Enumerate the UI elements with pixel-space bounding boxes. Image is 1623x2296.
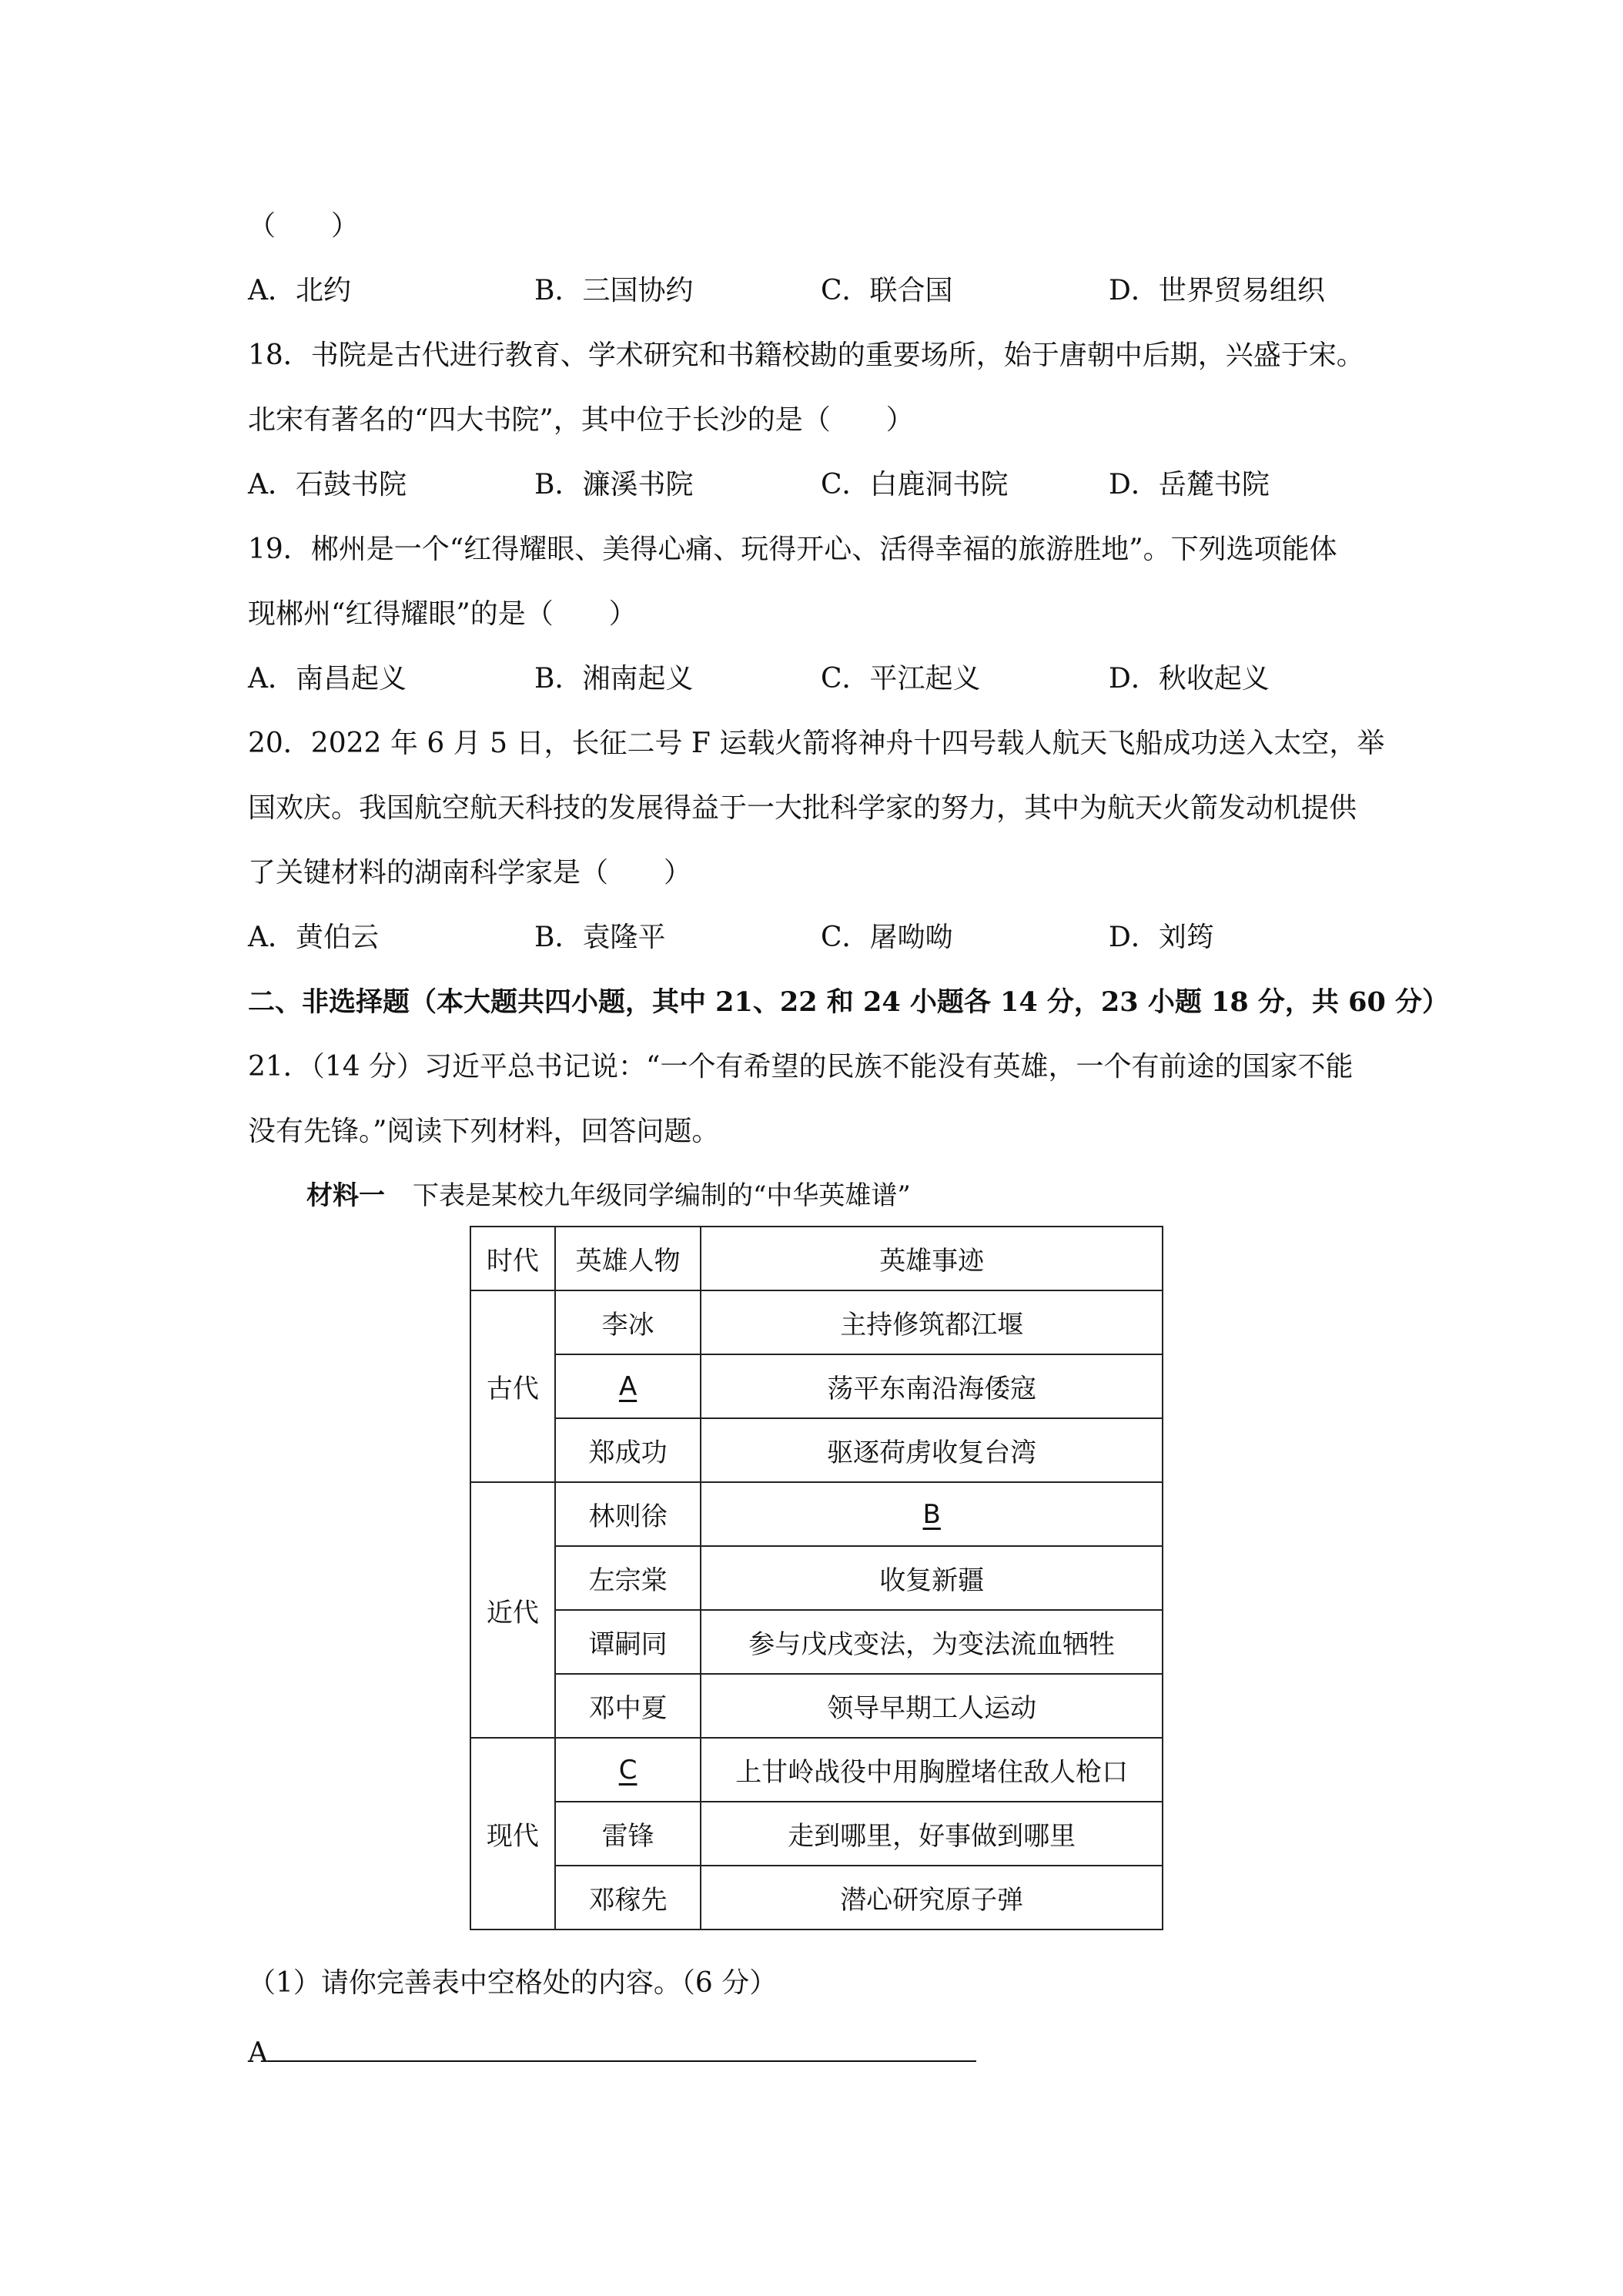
deed-cell: 驱逐荷虏收复台湾	[701, 1418, 1163, 1482]
section-2-heading: 二、非选择题（本大题共四小题，其中 21、22 和 24 小题各 14 分，23 小题 18 分，共 60 分）	[248, 986, 1449, 1018]
q19-option-c: C．平江起义	[821, 663, 981, 694]
q17-option-d: D．世界贸易组织	[1109, 275, 1325, 306]
hero-cell: 谭嗣同	[555, 1610, 701, 1674]
q19-option-a: A．南昌起义	[248, 663, 407, 694]
question-18-line-2: 北宋有著名的“四大书院”，其中位于长沙的是（ ）	[248, 404, 914, 436]
q19-option-b: B．湘南起义	[534, 663, 694, 694]
header-era: 时代	[470, 1227, 555, 1290]
question-20-line-1: 20．2022 年 6 月 5 日，长征二号 F 运载火箭将神舟十四号载人航天飞船成功送入太空，举	[248, 728, 1385, 759]
hero-cell: 左宗棠	[555, 1546, 701, 1610]
q17-option-c: C．联合国	[821, 275, 953, 306]
deed-cell: 荡平东南沿海倭寇	[701, 1354, 1163, 1418]
era-modern: 近代	[470, 1482, 555, 1738]
answer-blank-a[interactable]	[268, 2031, 976, 2062]
question-17-paren: （ ）	[248, 210, 360, 242]
question-18-line-1: 18．书院是古代进行教育、学术研究和书籍校勘的重要场所，始于唐朝中后期，兴盛于宋。	[248, 340, 1364, 371]
q17-option-b: B．三国协约	[534, 275, 694, 306]
table-row	[470, 1866, 1163, 1930]
q20-option-c: C．屠呦呦	[821, 922, 953, 953]
era-contemporary: 现代	[470, 1738, 555, 1930]
q20-option-d: D．刘筠	[1109, 922, 1214, 953]
question-21-line-1: 21．（14 分）习近平总书记说：“一个有希望的民族不能没有英雄，一个有前途的国家不能	[248, 1051, 1354, 1083]
hero-cell: 雷锋	[555, 1802, 701, 1866]
deed-cell: 参与戊戌变法，为变法流血牺牲	[701, 1610, 1163, 1674]
q19-option-d: D．秋收起义	[1109, 663, 1270, 694]
hero-cell: 林则徐	[555, 1482, 701, 1546]
answer-line-a[interactable]	[248, 2031, 976, 2072]
question-19-line-2: 现郴州“红得耀眼”的是（ ）	[248, 598, 637, 630]
header-hero: 英雄人物	[555, 1227, 701, 1290]
hero-table	[470, 1226, 1163, 1930]
q18-option-c: C．白鹿洞书院	[821, 469, 1009, 500]
hero-cell: 邓中夏	[555, 1674, 701, 1738]
question-21-sub-1: （1）请你完善表中空格处的内容。（6 分）	[248, 1967, 778, 1999]
deed-cell: 主持修筑都江堰	[701, 1290, 1163, 1354]
blank-marker-a: A	[618, 1371, 637, 1402]
hero-cell-blank-a	[555, 1354, 701, 1418]
q17-option-a: A．北约	[248, 275, 351, 306]
header-deed: 英雄事迹	[701, 1227, 1163, 1290]
question-20-line-2: 国欢庆。我国航空航天科技的发展得益于一大批科学家的努力，其中为航天火箭发动机提供	[248, 792, 1357, 824]
material-one-caption	[306, 1178, 911, 1213]
table-row	[470, 1610, 1163, 1674]
era-ancient: 古代	[470, 1290, 555, 1482]
q20-option-b: B．袁隆平	[534, 922, 666, 953]
hero-cell: 郑成功	[555, 1418, 701, 1482]
deed-cell-blank-b	[701, 1482, 1163, 1546]
question-19-line-1: 19．郴州是一个“红得耀眼、美得心痛、玩得开心、活得幸福的旅游胜地”。下列选项能体	[248, 534, 1337, 565]
answer-label-a: A	[248, 2037, 268, 2069]
deed-cell: 上甘岭战役中用胸膛堵住敌人枪口	[701, 1738, 1163, 1802]
table-row	[470, 1802, 1163, 1866]
table-header-row	[470, 1227, 1163, 1290]
table-row	[470, 1354, 1163, 1418]
blank-marker-c: C	[618, 1754, 637, 1786]
deed-cell: 领导早期工人运动	[701, 1674, 1163, 1738]
table-row	[470, 1546, 1163, 1610]
deed-cell: 走到哪里，好事做到哪里	[701, 1802, 1163, 1866]
question-21-line-2: 没有先锋。”阅读下列材料，回答问题。	[248, 1116, 720, 1147]
hero-cell: 李冰	[555, 1290, 701, 1354]
table-row	[470, 1482, 1163, 1546]
q18-option-d: D．岳麓书院	[1109, 469, 1270, 500]
table-row	[470, 1290, 1163, 1354]
material-one-tag: 材料一	[306, 1180, 385, 1211]
deed-cell: 潜心研究原子弹	[701, 1866, 1163, 1930]
hero-cell-blank-c	[555, 1738, 701, 1802]
hero-cell: 邓稼先	[555, 1866, 701, 1930]
q20-option-a: A．黄伯云	[248, 922, 379, 953]
deed-cell: 收复新疆	[701, 1546, 1163, 1610]
table-row	[470, 1674, 1163, 1738]
blank-marker-b: B	[922, 1498, 941, 1530]
q18-option-b: B．濂溪书院	[534, 469, 694, 500]
q18-option-a: A．石鼓书院	[248, 469, 407, 500]
question-20-line-3: 了关键材料的湖南科学家是（ ）	[248, 857, 692, 889]
table-row	[470, 1418, 1163, 1482]
table-row	[470, 1738, 1163, 1802]
material-one-text: 下表是某校九年级同学编制的“中华英雄谱”	[413, 1180, 911, 1211]
